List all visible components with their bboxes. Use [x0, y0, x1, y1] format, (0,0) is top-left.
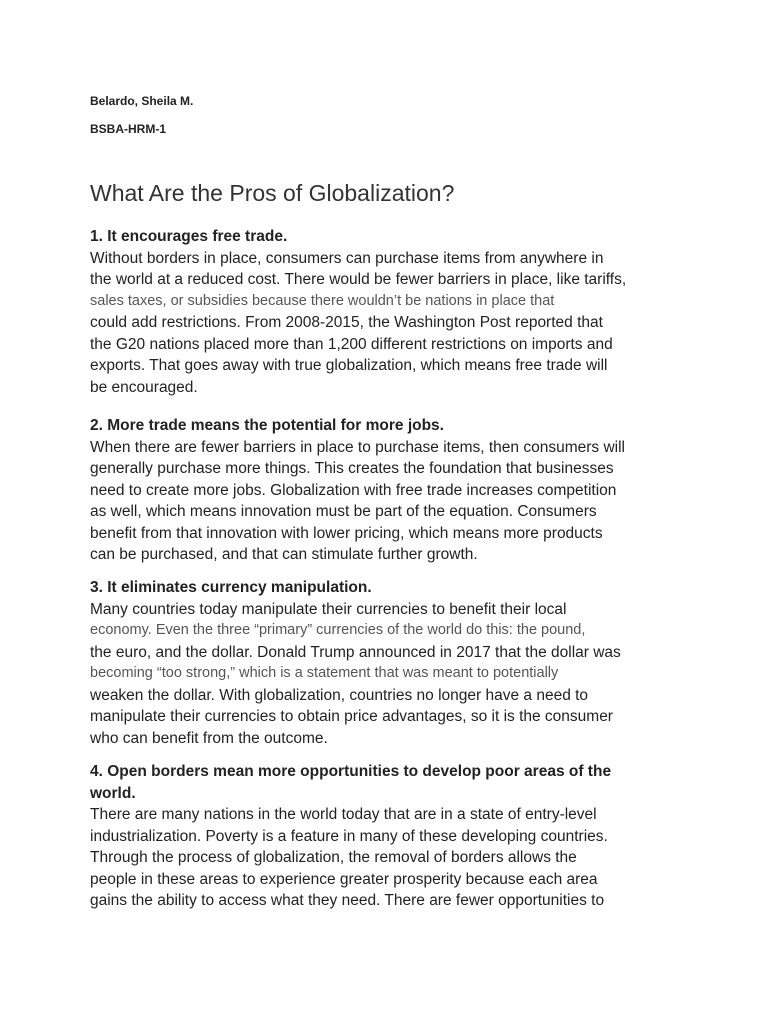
- paragraph-line: could add restrictions. From 2008-2015, the Washington Post reported that: [90, 314, 603, 331]
- paragraph-line: gains the ability to access what they need. There are fewer opportunities to: [90, 892, 605, 909]
- section-heading: 4. Open borders mean more opportunities to develop poor areas of the: [90, 763, 612, 780]
- paragraph-line: manipulate their currencies to obtain price advantages, so it is the consumer: [90, 708, 613, 725]
- paragraph-line: Many countries today manipulate their currencies to benefit their local: [90, 600, 567, 618]
- paragraph-line: benefit from that innovation with lower pricing, which means more products: [90, 524, 603, 542]
- paragraph-line: There are many nations in the world today that are in a state of entry-level: [90, 806, 597, 823]
- section-open-borders: [90, 761, 690, 912]
- paragraph-line: need to create more jobs. Globalization with free trade increases competition: [90, 481, 617, 499]
- section-more-jobs: [90, 415, 690, 566]
- paragraph-line: the G20 nations placed more than 1,200 different restrictions on imports and: [90, 335, 613, 353]
- section-free-trade: [90, 226, 690, 398]
- paragraph-line: When there are fewer barriers in place to purchase items, then consumers will: [90, 438, 625, 456]
- section-heading: world.: [90, 784, 136, 802]
- paragraph-line: the world at a reduced cost. There would be fewer barriers in place, like tariffs,: [90, 271, 627, 288]
- paragraph-line: Through the process of globalization, the removal of borders allows the: [90, 849, 577, 866]
- paragraph-line: people in these areas to experience greater prosperity because each area: [90, 870, 598, 888]
- section-heading: 2. More trade means the potential for more jobs.: [90, 417, 444, 434]
- paragraph-line: the euro, and the dollar. Donald Trump announced in 2017 that the dollar was: [90, 643, 621, 661]
- paragraph-line: Without borders in place, consumers can purchase items from anywhere in: [90, 249, 604, 267]
- section-heading: 1. It encourages free trade.: [90, 228, 288, 245]
- paragraph-line: be encouraged.: [90, 378, 198, 396]
- paragraph-line: generally purchase more things. This creates the foundation that businesses: [90, 460, 614, 477]
- paragraph-line: weaken the dollar. With globalization, countries no longer have a need to: [90, 686, 589, 704]
- paragraph-line: sales taxes, or subsidies because there wouldn’t be nations in place that: [90, 292, 555, 309]
- section-heading: 3. It eliminates currency manipulation.: [90, 579, 372, 596]
- course-code: BSBA-HRM-1: [90, 122, 166, 136]
- section-currency-manipulation: [90, 577, 690, 749]
- author-name: Belardo, Sheila M.: [90, 94, 194, 108]
- paragraph-line: as well, which means innovation must be part of the equation. Consumers: [90, 503, 597, 520]
- paragraph-line: industrialization. Poverty is a feature in many of these developing countries.: [90, 827, 608, 845]
- paragraph-line: becoming “too strong,” which is a statement that was meant to potentially: [90, 665, 559, 681]
- paragraph-line: economy. Even the three “primary” currencies of the world do this: the pound,: [90, 622, 586, 638]
- paragraph-line: exports. That goes away with true globalization, which means free trade will: [90, 357, 608, 374]
- paragraph-line: can be purchased, and that can stimulate further growth.: [90, 546, 478, 563]
- paragraph-line: who can benefit from the outcome.: [90, 729, 328, 747]
- document-title: What Are the Pros of Globalization?: [90, 180, 455, 206]
